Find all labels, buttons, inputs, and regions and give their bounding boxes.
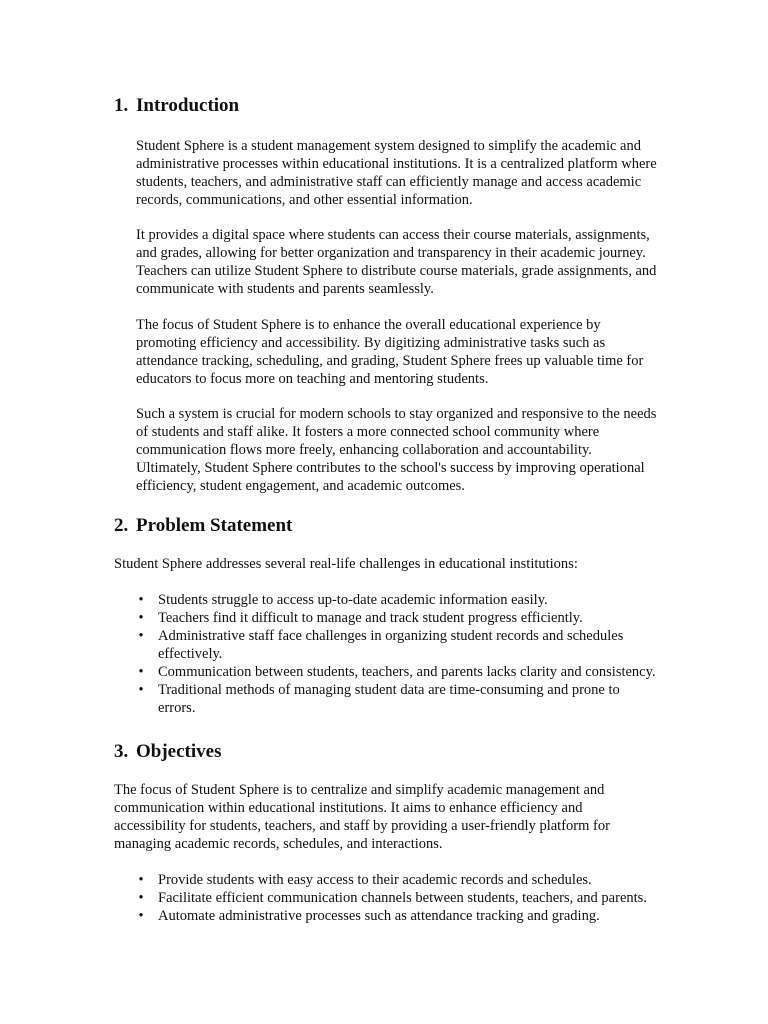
section-heading-problem-statement <box>114 515 292 537</box>
text-line: communicate with students and parents seamlessly. <box>136 281 434 297</box>
text-line: communication flows more freely, enhancing collaboration and accountability. <box>136 442 592 458</box>
problem-intro <box>114 555 578 573</box>
bullet-icon: • <box>138 628 144 644</box>
intro-paragraph-4 <box>136 405 656 495</box>
objectives-list <box>138 871 647 925</box>
text-line: Student Sphere addresses several real-life challenges in educational institutions: <box>114 556 578 572</box>
text-line: Traditional methods of managing student data are time-consuming and prone to <box>158 682 620 698</box>
intro-paragraph-1 <box>136 137 657 209</box>
text-line: administrative processes within educational institutions. It is a centralized platform where <box>136 156 657 172</box>
text-line: The focus of Student Sphere is to enhance the overall educational experience by <box>136 317 601 333</box>
text-line: communication within educational institutions. It aims to enhance efficiency and <box>114 800 583 816</box>
intro-paragraph-3 <box>136 316 643 388</box>
text-line: errors. <box>158 700 196 716</box>
list-item <box>138 889 647 907</box>
section-number: 2. <box>114 515 129 536</box>
list-item <box>138 681 656 717</box>
text-line: The focus of Student Sphere is to centralize and simplify academic management and <box>114 782 605 798</box>
objectives-intro <box>114 781 610 853</box>
text-line: It provides a digital space where students can access their course materials, assignments, <box>136 227 650 243</box>
bullet-icon: • <box>138 890 144 906</box>
bullet-icon: • <box>138 872 144 888</box>
section-title: Objectives <box>136 741 222 762</box>
section-heading-objectives <box>114 741 221 763</box>
text-line: Student Sphere is a student management system designed to simplify the academic and <box>136 138 641 154</box>
text-line: accessibility for students, teachers, and staff by providing a user-friendly platform for <box>114 818 610 834</box>
text-line: efficiency, student engagement, and academic outcomes. <box>136 478 465 494</box>
bullet-icon: • <box>138 682 144 698</box>
list-item <box>138 591 656 609</box>
list-item <box>138 871 647 889</box>
section-title: Introduction <box>136 95 240 116</box>
text-line: Automate administrative processes such as attendance tracking and grading. <box>158 908 600 924</box>
text-line: educators to focus more on teaching and mentoring students. <box>136 371 489 387</box>
text-line: Ultimately, Student Sphere contributes to the school's success by improving operational <box>136 460 645 476</box>
bullet-icon: • <box>138 908 144 924</box>
text-line: Administrative staff face challenges in organizing student records and schedules <box>158 628 624 644</box>
text-line: effectively. <box>158 646 223 662</box>
list-item <box>138 907 647 925</box>
section-number: 1. <box>114 95 129 116</box>
section-title: Problem Statement <box>136 515 293 536</box>
text-line: Such a system is crucial for modern schools to stay organized and responsive to the needs <box>136 406 657 422</box>
section-number: 3. <box>114 741 129 762</box>
bullet-icon: • <box>138 592 144 608</box>
text-line: Students struggle to access up-to-date academic information easily. <box>158 592 548 608</box>
intro-paragraph-2 <box>136 226 656 298</box>
list-item <box>138 627 656 663</box>
text-line: records, communications, and other essential information. <box>136 192 473 208</box>
text-line: Teachers can utilize Student Sphere to distribute course materials, grade assignments, and <box>136 263 657 279</box>
text-line: and grades, allowing for better organization and transparency in their academic journey. <box>136 245 646 261</box>
bullet-icon: • <box>138 610 144 626</box>
text-line: managing academic records, schedules, and interactions. <box>114 836 443 852</box>
text-line: Communication between students, teachers, and parents lacks clarity and consistency. <box>158 664 656 680</box>
problem-list <box>138 591 656 717</box>
list-item <box>138 609 656 627</box>
text-line: of students and staff alike. It fosters a more connected school community where <box>136 424 600 440</box>
section-heading-introduction <box>114 95 239 117</box>
bullet-icon: • <box>138 664 144 680</box>
text-line: students, teachers, and administrative staff can efficiently manage and access academic <box>136 174 642 190</box>
text-line: Teachers find it difficult to manage and track student progress efficiently. <box>158 610 583 626</box>
list-item <box>138 663 656 681</box>
text-line: attendance tracking, scheduling, and grading, Student Sphere frees up valuable time for <box>136 353 644 369</box>
text-line: promoting efficiency and accessibility. By digitizing administrative tasks such as <box>136 335 606 351</box>
text-line: Facilitate efficient communication channels between students, teachers, and parents. <box>158 890 647 906</box>
text-line: Provide students with easy access to their academic records and schedules. <box>158 872 592 888</box>
